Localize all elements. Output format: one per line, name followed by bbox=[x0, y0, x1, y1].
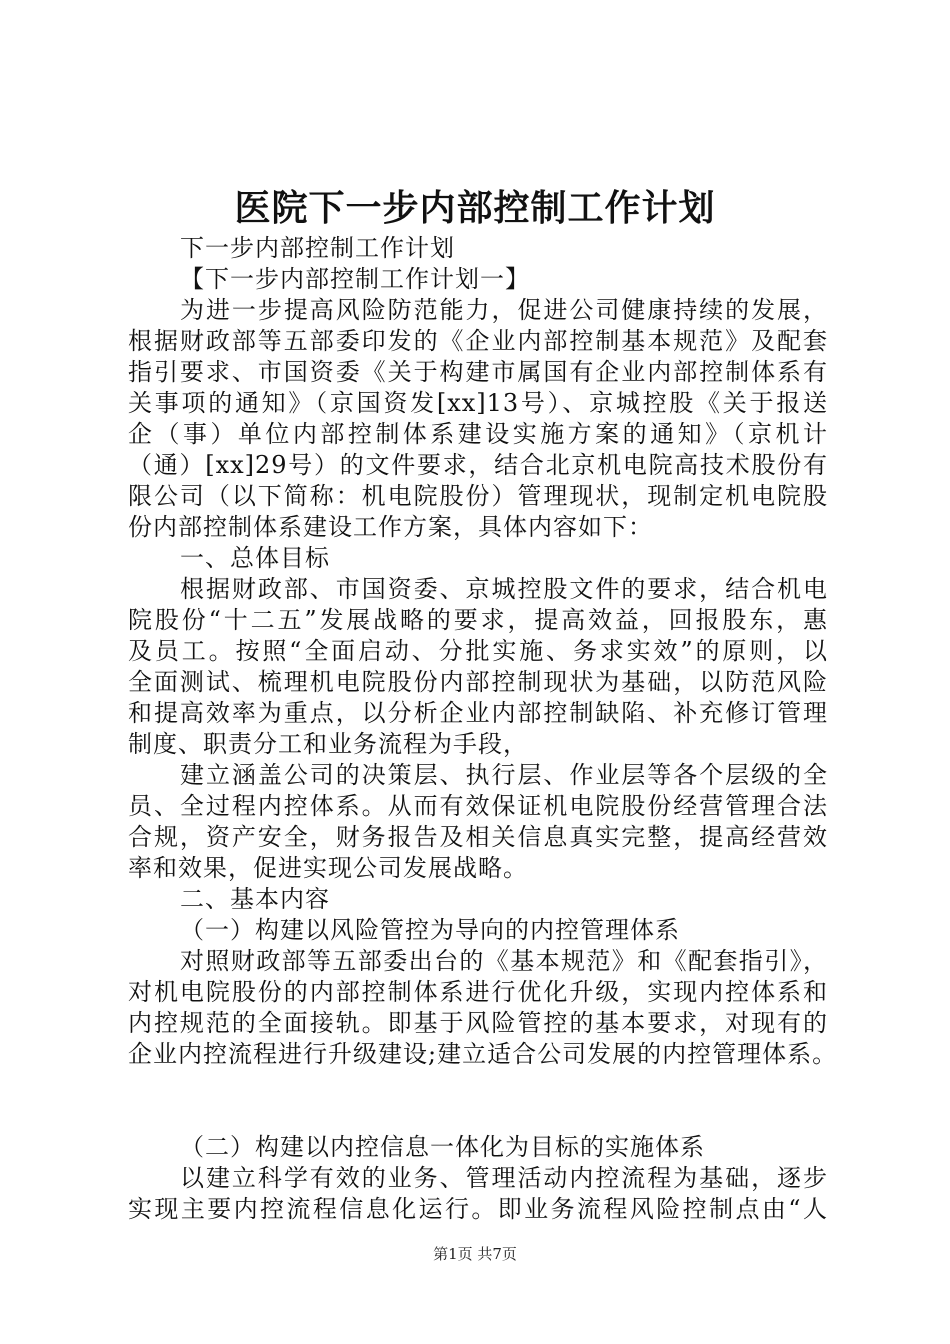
subsection-heading: （一）构建以风险管控为导向的内控管理体系 bbox=[180, 916, 680, 944]
page-number-footer: 第1页 共7页 bbox=[433, 1245, 517, 1263]
document-title: 医院下一步内部控制工作计划 bbox=[234, 187, 716, 229]
paragraph-line: 以建立科学有效的业务、管理活动内控流程为基础，逐步 bbox=[180, 1164, 828, 1192]
paragraph-line: 根据财政部、市国资委、京城控股文件的要求，结合机电 bbox=[180, 575, 828, 603]
section-heading: 一、总体目标 bbox=[180, 544, 330, 572]
section-heading: 二、基本内容 bbox=[180, 885, 330, 913]
paragraph-line: 院股份“十二五”发展战略的要求，提高效益，回报股东，惠 bbox=[128, 606, 828, 634]
paragraph-line: 及员工。按照“全面启动、分批实施、务求实效”的原则，以 bbox=[128, 637, 828, 665]
paragraph-line: 合规，资产安全，财务报告及相关信息真实完整，提高经营效 bbox=[128, 823, 828, 851]
paragraph-line: 和提高效率为重点，以分析企业内部控制缺陷、补充修订管理 bbox=[128, 699, 828, 727]
paragraph-line: 员、全过程内控体系。从而有效保证机电院股份经营管理合法 bbox=[128, 792, 828, 820]
paragraph-line: 根据财政部等五部委印发的《企业内部控制基本规范》及配套 bbox=[128, 327, 828, 355]
paragraph-line: 对照财政部等五部委出台的《基本规范》和《配套指引》， bbox=[180, 947, 828, 975]
paragraph-line: 指引要求、市国资委《关于构建市属国有企业内部控制体系有 bbox=[128, 358, 828, 386]
paragraph-line: 企（事）单位内部控制体系建设实施方案的通知》（京机计 bbox=[128, 420, 828, 448]
paragraph-line: 率和效果，促进实现公司发展战略。 bbox=[128, 854, 528, 882]
document-body bbox=[128, 233, 838, 1225]
paragraph-line: 全面测试、梳理机电院股份内部控制现状为基础，以防范风险 bbox=[128, 668, 828, 696]
paragraph-line: 为进一步提高风险防范能力，促进公司健康持续的发展， bbox=[180, 296, 828, 324]
section-heading: 【下一步内部控制工作计划一】 bbox=[180, 265, 530, 293]
blank-line bbox=[128, 1070, 828, 1132]
paragraph-line: 制度、职责分工和业务流程为手段， bbox=[128, 730, 528, 758]
paragraph-line: 建立涵盖公司的决策层、执行层、作业层等各个层级的全 bbox=[180, 761, 828, 789]
paragraph-line: 内控规范的全面接轨。即基于风险管控的基本要求，对现有的 bbox=[128, 1009, 828, 1037]
paragraph-line: （通）[xx]29号）的文件要求，结合北京机电院高技术股份有 bbox=[128, 451, 828, 479]
paragraph-line: 限公司（以下简称：机电院股份）管理现状，现制定机电院股 bbox=[128, 482, 828, 510]
paragraph-line: 实现主要内控流程信息化运行。即业务流程风险控制点由“人 bbox=[128, 1195, 828, 1223]
subsection-heading: （二）构建以内控信息一体化为目标的实施体系 bbox=[180, 1133, 705, 1161]
paragraph-line: 对机电院股份的内部控制体系进行优化升级，实现内控体系和 bbox=[128, 978, 828, 1006]
paragraph-line: 份内部控制体系建设工作方案，具体内容如下： bbox=[128, 513, 653, 541]
paragraph-line: 企业内控流程进行升级建设;建立适合公司发展的内控管理体系。 bbox=[128, 1040, 838, 1068]
subtitle-line: 下一步内部控制工作计划 bbox=[180, 234, 455, 262]
paragraph-line: 关事项的通知》（京国资发[xx]13号）、京城控股《关于报送 bbox=[128, 389, 828, 417]
